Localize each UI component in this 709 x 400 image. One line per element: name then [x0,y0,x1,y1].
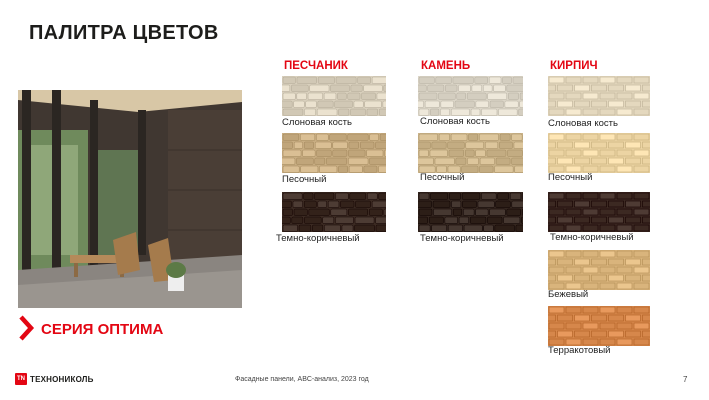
brand-logo [15,373,94,385]
swatch-panel [418,192,523,232]
chevron-right-icon [16,314,36,347]
column-heading-sandstone: ПЕСЧАНИК [284,60,348,72]
swatch-panel [282,192,386,232]
swatch-caption: Бежевый [548,289,589,300]
swatch-panel [418,76,523,116]
swatch-panel [282,133,386,173]
swatch-caption: Песочный [282,174,327,185]
swatch-caption: Слоновая кость [548,118,618,129]
swatch-panel [548,192,650,232]
swatch-caption: Песочный [548,172,593,183]
swatch-panel [548,306,650,346]
facade-photo [18,90,242,308]
page-number: 7 [683,375,688,384]
swatch-caption: Слоновая кость [420,116,490,127]
swatch-caption: Терракотовый [548,345,611,356]
swatch-caption: Песочный [420,172,465,183]
swatch-panel [548,250,650,290]
footer-note: Фасадные панели, ABC-анализ, 2023 год [235,376,369,383]
column-heading-brick: КИРПИЧ [550,60,598,72]
swatch-panel [282,76,386,116]
swatch-panel [418,133,523,173]
column-heading-stone: КАМЕНЬ [421,60,471,72]
swatch-caption: Темно-коричневый [550,232,634,243]
logo-mark: TN [15,373,27,385]
swatch-caption: Слоновая кость [282,117,352,128]
swatch-caption: Темно-коричневый [276,233,360,244]
swatch-caption: Темно-коричневый [420,233,504,244]
brand-name: ТЕХНОНИКОЛЬ [30,374,94,384]
slide-title: ПАЛИТРА ЦВЕТОВ [29,22,219,44]
series-label: СЕРИЯ ОПТИМА [41,321,164,338]
swatch-panel [548,133,650,173]
swatch-panel [548,76,650,116]
